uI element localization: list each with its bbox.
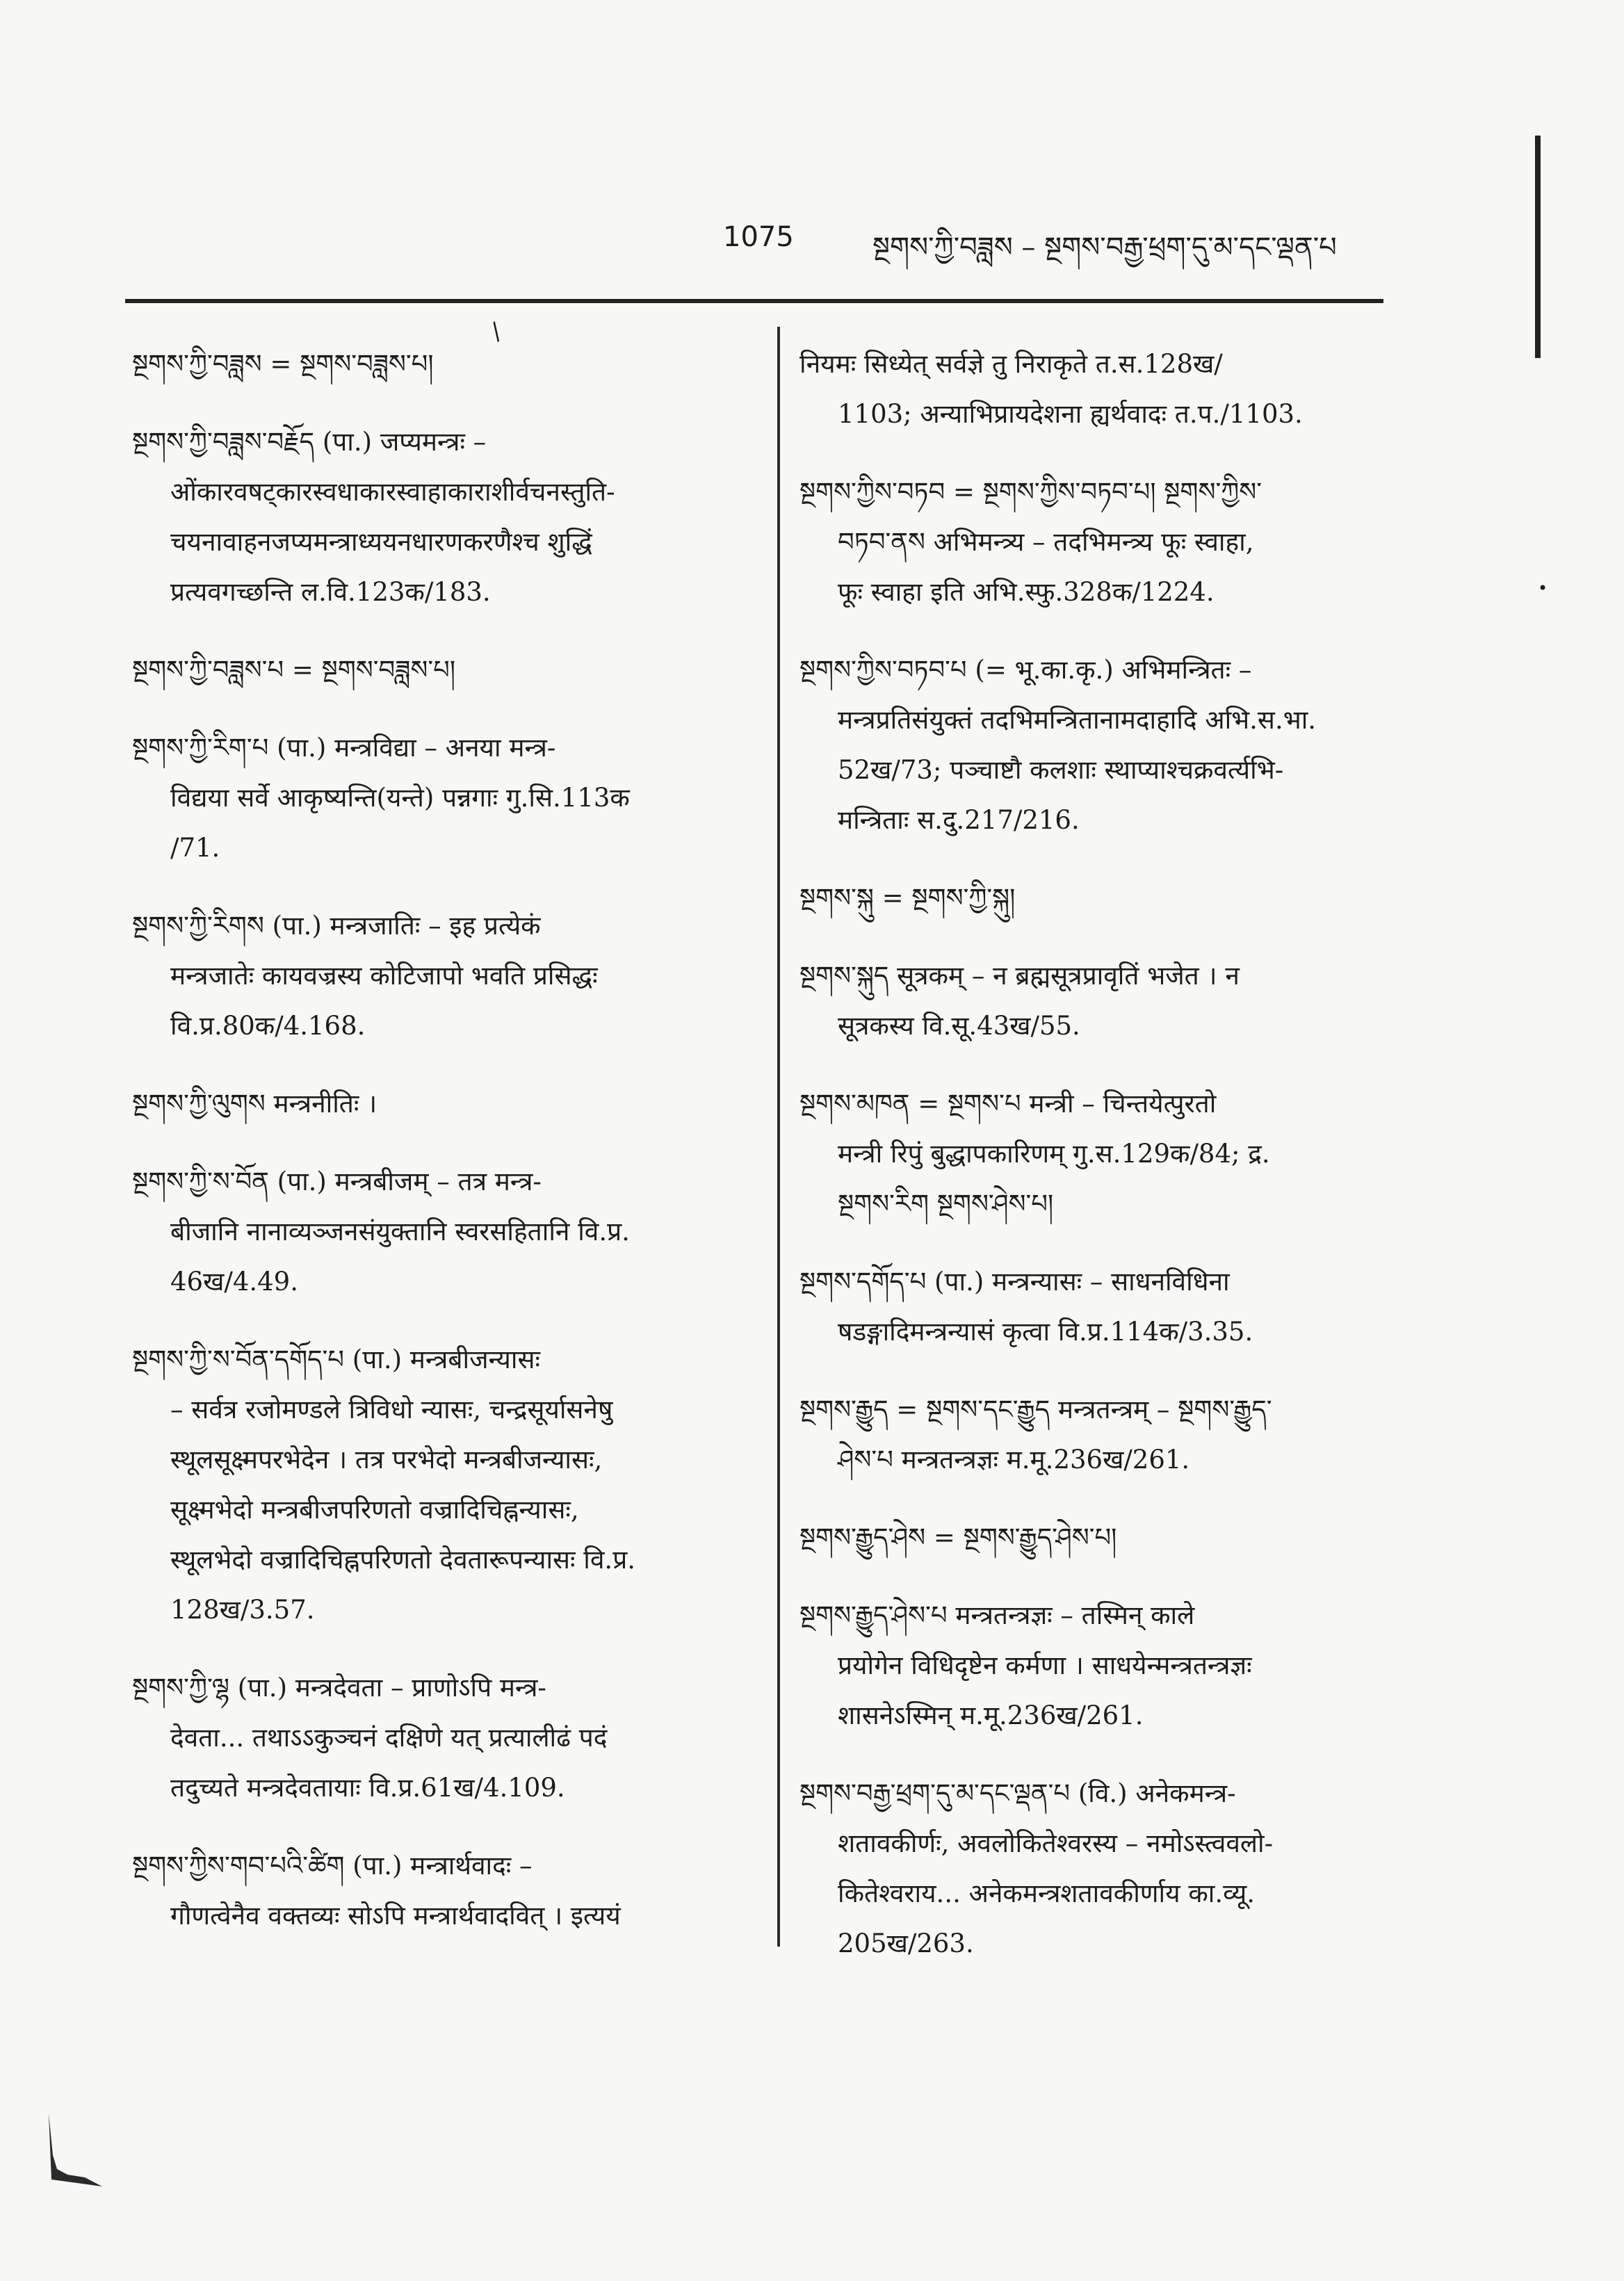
entry-headword-line: སྔགས་མཁན = སྔགས་པ मन्त्री – चिन्तयेत्पुरतो: [799, 1089, 1217, 1119]
dictionary-entry: [132, 1841, 758, 1941]
dictionary-entry: [132, 1335, 758, 1635]
dictionary-entry: [799, 1769, 1411, 1969]
entry-text-line: सूक्ष्मभेदो मन्त्रबीजपरिणतो वज्रादिचिह्नन्यासः,: [170, 1495, 579, 1525]
entry-text-line: स्थूलसूक्ष्मपरभेदेन । तत्र परभेदो मन्त्रबीजन्यासः,: [170, 1445, 603, 1475]
dictionary-entry: [132, 417, 758, 617]
entry-headword-line: नियमः सिध्येत् सर्वज्ञे तु निराकृते त.स.128ख/: [799, 349, 1223, 379]
dictionary-entry: [799, 951, 1411, 1051]
dictionary-entry: [799, 1385, 1411, 1485]
dictionary-entry: [799, 1591, 1411, 1741]
dictionary-entry: [799, 873, 1411, 923]
entry-headword-line: སྔགས་ཀྱིས་བཏབ = སྔགས་ཀྱིས་བཏབ་པ། སྔགས་ཀྱིས་: [799, 477, 1262, 507]
entry-text-line: बीजानि नानाव्यञ्जनसंयुक्तानि स्वरसहितानि वि.प्र.: [170, 1217, 630, 1247]
dictionary-entry: [132, 339, 758, 389]
tick-mark: /: [485, 317, 507, 346]
dictionary-entry: [132, 1157, 758, 1307]
entry-text-line: कितेश्वराय... अनेकमन्त्रशतावकीर्णाय का.व्यू.: [838, 1878, 1255, 1908]
dictionary-entry: [132, 723, 758, 873]
entry-headword-line: སྔགས་ཀྱི་ས་བོན (पा.) मन्त्रबीजम् – तत्र मन्त्र-: [132, 1167, 542, 1196]
entry-text-line: ओंकारवषट्कारस्वधाकारस्वाहाकाराशीर्वचनस्तुति-: [170, 477, 615, 507]
entry-headword-line: སྔགས་ཀྱི་ལྷ (पा.) मन्त्रदेवता – प्राणोऽपि मन्त्र-: [132, 1673, 546, 1703]
entry-text-line: 46ख/4.49.: [170, 1267, 298, 1297]
entry-text-line: मन्त्रजातेः कायवज्रस्य कोटिजापो भवति प्रसिद्धः: [170, 961, 598, 991]
edge-dot-mark: •: [1538, 578, 1548, 598]
scan-corner-mark: [43, 2113, 106, 2190]
entry-headword-line: སྔགས་ཀྱི་བཟླས = སྔགས་བཟླས་པ།: [132, 349, 434, 379]
entry-text-line: 52ख/73; पञ्चाष्टौ कलशाः स्थाप्याश्चक्रवर्त्यभि-: [838, 755, 1284, 785]
entry-text-line: गौणत्वेनैव वक्तव्यः सोऽपि मन्त्रार्थवादवित् । इत्ययं: [170, 1901, 621, 1931]
entry-text-line: देवता... तथाऽऽकुञ्चनं दक्षिणे यत् प्रत्यालीढं पदं: [170, 1723, 608, 1753]
entry-headword-line: སྔགས་དགོད་པ (पा.) मन्त्रन्यासः – साधनविधिना: [799, 1267, 1230, 1297]
dictionary-entry: [799, 645, 1411, 845]
entry-text-line: शासनेऽस्मिन् म.मू.236ख/261.: [838, 1700, 1144, 1730]
entry-text-line: चयनावाहनजप्यमन्त्राध्ययनधारणकरणैश्च शुद्धिं: [170, 527, 592, 557]
entry-text-line: मन्त्रिताः स.दु.217/216.: [838, 805, 1080, 835]
dictionary-entry: [799, 1257, 1411, 1357]
dictionary-entry: [799, 1079, 1411, 1229]
running-head: སྔགས་ཀྱི་བཟླས – སྔགས་བརྒྱ་ཕྲག་དུ་མ་དང་ལྡན་པ: [872, 232, 1337, 263]
entry-headword-line: སྔགས་རྒྱུད = སྔགས་དང་རྒྱུད मन्त्रतन्त्रम् – སྔགས་རྒྱུད་: [799, 1395, 1272, 1424]
entry-text-line: 205ख/263.: [838, 1929, 974, 1958]
dictionary-entry: [132, 1079, 758, 1129]
entry-headword-line: སྔགས་ཀྱི་རིགས (पा.) मन्त्रजातिः – इह प्रत्येकं: [132, 911, 541, 941]
entry-headword-line: སྔགས་ཀྱིས་བཏབ་པ (= भू.का.कृ.) अभिमन्त्रितः –: [799, 655, 1252, 685]
entry-headword-line: སྔགས་རྒྱུད་ཤེས = སྔགས་རྒྱུད་ཤེས་པ།: [799, 1523, 1117, 1552]
entry-headword-line: སྔགས་སྐུ = སྔགས་ཀྱི་སྐུ།: [799, 883, 1016, 913]
entry-text-line: 128ख/3.57.: [170, 1595, 315, 1625]
entry-text-line: षडङ्गादिमन्त्रन्यासं कृत्वा वि.प्र.114क/3.35.: [838, 1317, 1253, 1347]
dictionary-entry: [132, 901, 758, 1051]
column-divider: [777, 327, 780, 1947]
entry-headword-line: སྔགས་ཀྱི་ས་བོན་དགོད་པ (पा.) मन्त्रबीजन्यासः: [132, 1345, 540, 1374]
entry-text-line: /71.: [170, 833, 220, 863]
right-column: [799, 339, 1411, 1997]
dictionary-entry: [132, 645, 758, 695]
entry-text-line: स्थूलभेदो वज्रादिचिह्नपरिणतो देवतारूपन्यासः वि.प्र.: [170, 1545, 636, 1575]
entry-headword-line: སྔགས་སྐུད सूत्रकम् – न ब्रह्मसूत्रप्रावृतिं भजेत । न: [799, 961, 1240, 991]
entry-text-line: वि.प्र.80क/4.168.: [170, 1011, 366, 1041]
entry-text-line: प्रयोगेन विधिदृष्टेन कर्मणा । साधयेन्मन्त्रतन्त्रज्ञः: [838, 1650, 1252, 1680]
entry-text-line: फूः स्वाहा इति अभि.स्फु.328क/1224.: [838, 577, 1215, 607]
entry-headword-line: སྔགས་ཀྱི་བཟླས་བརྗོད (पा.) जप्यमन्त्रः –: [132, 427, 487, 457]
entry-headword-line: སྔགས་བརྒྱ་ཕྲག་དུ་མ་དང་ལྡན་པ (वि.) अनेकमन्त्र-: [799, 1778, 1236, 1808]
dictionary-entry: [799, 467, 1411, 617]
page-edge-bar: [1535, 136, 1541, 358]
entry-text-line: विद्यया सर्वे आकृष्यन्ति(यन्ते) पन्नगाः गु.सि.113क: [170, 783, 630, 813]
entry-headword-line: སྔགས་ཀྱི་བཟླས་པ = སྔགས་བཟླས་པ།: [132, 655, 456, 685]
entry-headword-line: སྔགས་ཀྱི་རིག་པ (पा.) मन्त्रविद्या – अनया मन्त्र-: [132, 733, 556, 763]
header-rule: [125, 299, 1383, 303]
entry-text-line: मन्त्री रिपुं बुद्धापकारिणम् गु.स.129क/84; द्र.: [838, 1139, 1270, 1169]
entry-text-line: ཤེས་པ मन्त्रतन्त्रज्ञः म.मू.236ख/261.: [838, 1445, 1190, 1475]
entry-text-line: བཏབ་ནས अभिमन्त्र्य – तदभिमन्त्र्य फूः स्वाहा,: [838, 527, 1254, 557]
entry-text-line: 1103; अन्याभिप्रायदेशना ह्यर्थवादः त.प./1103.: [838, 399, 1303, 429]
entry-text-line: सूत्रकस्य वि.सू.43ख/55.: [838, 1011, 1080, 1041]
left-column: [132, 339, 758, 1969]
dictionary-entry: [132, 1663, 758, 1813]
entry-text-line: तदुच्यते मन्त्रदेवतायाः वि.प्र.61ख/4.109.: [170, 1773, 565, 1803]
dictionary-entry: [799, 339, 1411, 439]
entry-headword-line: སྔགས་རྒྱུད་ཤེས་པ मन्त्रतन्त्रज्ञः – तस्मिन् काले: [799, 1600, 1195, 1630]
page-number: 1075: [723, 221, 794, 253]
entry-text-line: शतावकीर्णः, अवलोकितेश्वरस्य – नमोऽस्त्ववलो-: [838, 1828, 1274, 1858]
entry-text-line: मन्त्रप्रतिसंयुक्तं तदभिमन्त्रितानामदाहादि अभि.स.भा.: [838, 705, 1317, 735]
entry-text-line: – सर्वत्र रजोमण्डले त्रिविधो न्यासः, चन्द्रसूर्यासनेषु: [170, 1395, 613, 1424]
entry-headword-line: སྔགས་ཀྱིས་གབ་པའི་ཚིག (पा.) मन्त्रार्थवादः –: [132, 1851, 533, 1881]
entry-headword-line: སྔགས་ཀྱི་ལུགས मन्त्रनीतिः ।: [132, 1089, 377, 1119]
entry-text-line: प्रत्यवगच्छन्ति ल.वि.123क/183.: [170, 577, 491, 607]
entry-text-line: སྔགས་རིག སྔགས་ཤེས་པ།: [838, 1189, 1054, 1219]
dictionary-entry: [799, 1513, 1411, 1563]
